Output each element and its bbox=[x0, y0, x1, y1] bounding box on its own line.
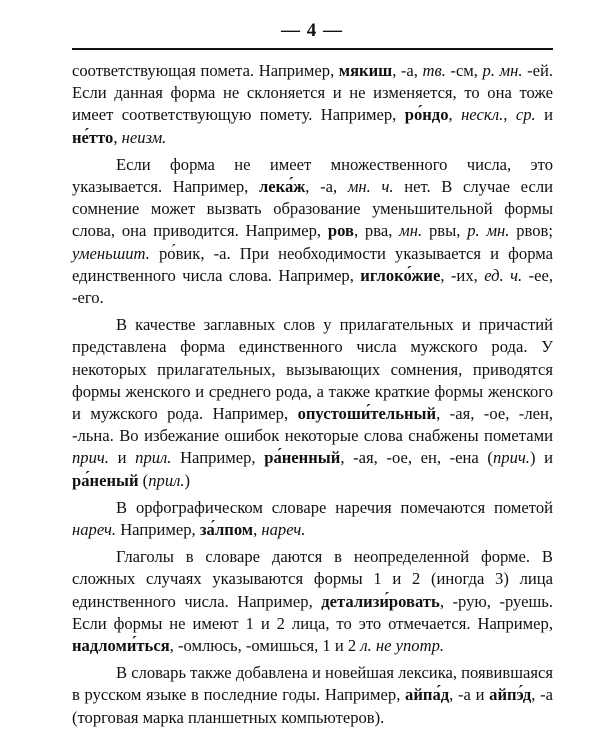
headword: ра́ненный bbox=[264, 448, 341, 468]
text-run: , -омлюсь, -омишься, 1 и 2 bbox=[169, 636, 361, 656]
text-run: и bbox=[535, 105, 553, 125]
text-run: , bbox=[113, 127, 122, 147]
grammar-mark: мн. ч. bbox=[347, 177, 394, 197]
text-run: соответствующая помета. Например, bbox=[72, 61, 339, 80]
grammar-mark: тв. bbox=[422, 61, 446, 80]
text-run: рвы, bbox=[422, 221, 468, 241]
text-run: , bbox=[448, 105, 462, 125]
headword: за́лпом bbox=[199, 520, 254, 540]
grammar-mark: прич. bbox=[492, 448, 530, 468]
grammar-mark: неизм. bbox=[121, 127, 167, 147]
grammar-mark: прил. bbox=[148, 470, 185, 490]
text-run: , -а, bbox=[305, 177, 348, 197]
headword: мякиш bbox=[338, 61, 393, 80]
header-rule bbox=[72, 48, 553, 50]
text-run: -см, bbox=[445, 61, 483, 80]
headword: ро́ндо bbox=[404, 105, 449, 125]
text-run: Глаголы в словаре даются в неопределенной форме. В сложных случаях указываются формы 1 и 2 (иногда 3) лица единственного числа. Например, bbox=[72, 547, 553, 611]
paragraph bbox=[72, 60, 553, 149]
text-run: Если форма не имеет множественного числа, это указывается. Например, bbox=[72, 154, 553, 197]
text-run: , -а, bbox=[392, 61, 423, 80]
paragraph bbox=[72, 662, 553, 729]
text-run: -ее, -его. bbox=[72, 265, 553, 308]
text-run: -ей. Если данная форма не склоняется и не изменяется, то она тоже имеет соответствующую помету. Например, bbox=[72, 61, 553, 125]
grammar-mark: нескл., ср. bbox=[461, 105, 536, 125]
headword: не́тто bbox=[72, 127, 114, 147]
text-run: нет. В случае если сомнение может вызвать образование уменьшительной формы слова, она приводится. Например, bbox=[72, 177, 553, 241]
text-run: , -а (торговая марка планшетных компьютеров). bbox=[72, 685, 553, 727]
grammar-mark: р. мн. bbox=[482, 61, 523, 80]
text-run: Например, bbox=[116, 520, 200, 540]
headword: айпэ́д bbox=[489, 685, 532, 705]
text-run: В орфографическом словаре наречия помечаются пометой bbox=[116, 497, 553, 517]
grammar-mark: р. мн. bbox=[467, 221, 510, 241]
text-run: и bbox=[108, 448, 136, 468]
paragraph bbox=[72, 154, 553, 309]
paragraph bbox=[72, 546, 553, 657]
text-run: , -рую, -руешь. Если формы не имеют 1 и 2 лица, то это отмечается. Например, bbox=[72, 591, 553, 633]
text-run: В словарь также добавлена и новейшая лексика, появившаяся в русском языке в последние годы. Например, bbox=[72, 663, 553, 705]
text-run: В качестве заглавных слов у прилагательных и причастий представлена форма единственного числа мужского рода. У некоторых прилагательных, вызывающих сомнения, приводятся формы женского и среднего рода, а также краткие формы женского и мужского рода. Например, bbox=[72, 315, 553, 424]
text-run: Например, bbox=[171, 448, 265, 468]
text-run: ) bbox=[184, 470, 191, 490]
text-run: , -ая, -ое, -лен, -льна. Во избежание ошибок некоторые слова снабжены пометами bbox=[72, 404, 553, 446]
grammar-mark: мн. bbox=[399, 221, 423, 241]
headword: ров bbox=[327, 221, 354, 241]
text-run: ) и bbox=[529, 448, 553, 468]
grammar-mark: ед. ч. bbox=[484, 265, 523, 285]
headword: ра́неный bbox=[72, 470, 139, 490]
text-run: ( bbox=[138, 470, 149, 490]
paragraph bbox=[72, 497, 553, 541]
grammar-mark: нареч. bbox=[72, 520, 117, 540]
grammar-mark: уменьшит. bbox=[72, 243, 150, 263]
grammar-mark: прич. bbox=[72, 448, 109, 468]
grammar-mark: прил. bbox=[135, 448, 172, 468]
grammar-mark: нареч. bbox=[261, 520, 306, 540]
headword: надломи́ться bbox=[72, 636, 170, 656]
text-run: , -ая, -ое, ен, -ена ( bbox=[340, 448, 493, 468]
text-run: , bbox=[253, 520, 262, 540]
headword: лека́ж bbox=[258, 177, 306, 197]
grammar-mark: л. не употр. bbox=[360, 636, 445, 656]
text-run: ро́вик, -а. При необходимости указывается и форма единственного числа слова. Например, bbox=[72, 243, 553, 285]
headword: иглоко́жие bbox=[360, 265, 441, 285]
headword: айпа́д bbox=[405, 685, 450, 705]
text-run: , -их, bbox=[440, 265, 485, 285]
headword: опустоши́тельный bbox=[297, 404, 437, 424]
text-run: рвов; bbox=[509, 221, 553, 241]
paragraph bbox=[72, 314, 553, 492]
text-run: , -а и bbox=[449, 685, 490, 705]
headword: детализи́ровать bbox=[321, 591, 440, 611]
page-number: — 4 — bbox=[281, 20, 343, 41]
text-run: , рва, bbox=[353, 221, 400, 241]
page-body bbox=[72, 60, 553, 734]
